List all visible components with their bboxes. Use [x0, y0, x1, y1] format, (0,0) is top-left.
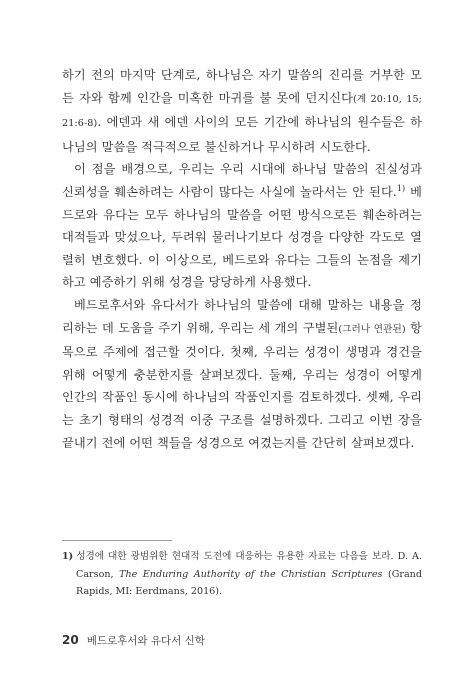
parenthetical-aside: (그러나 연관된)	[338, 323, 406, 335]
paragraph-2-text: 이 점을 배경으로, 우리는 우리 시대에 하나님 말씀의 진실성과 신뢰성을 훼손하려는 사람이 많다는 사실에 놀라서는 안 된다.	[62, 162, 422, 199]
paragraph-1-tail: . 에덴과 새 에덴 사이의 모든 기간에 하나님의 원수들은 하나님의 말씀을 적극적으로 불신하거나 무시하려 시도한다.	[62, 115, 422, 154]
paragraph-3	[62, 294, 422, 454]
running-title: 베드로후서와 유다서 신학	[86, 635, 205, 647]
paragraph-3-tail: 항목으로 주제에 접근할 것이다. 첫째, 우리는 성경이 생명과 경건을 위해 어떻게 충분한지를 살펴보겠다. 둘째, 우리는 성경이 어떻게 인간의 작품인 동시에 하나님의 작품인지를 검토하겠다. 셋째, 우리는 초기 형태의 성경적 이중 구조를 설명하겠다. 그리고 이번 장을 끝내기 전에 어떤 책들을 성경으로 여겼는지를 간단히 살펴보겠다.	[62, 320, 422, 450]
page-number: 20	[62, 633, 79, 647]
footnote-text	[62, 548, 422, 601]
paragraph-1-text: 하기 전의 마지막 단계로, 하나님은 자기 말씀의 진리를 거부한 모든 자와 함께 인간을 미혹한 마귀를 불 못에 던지신다	[62, 68, 422, 105]
page-footer	[62, 633, 205, 648]
scripture-reference: (계 20:10, 15; 21:6-8)	[62, 93, 422, 130]
footnote-reference[interactable]: 1)	[396, 183, 406, 193]
paragraph-1	[62, 64, 422, 158]
footnote-publication: (Grand Rapids, MI: Eerdmans, 2016).	[76, 568, 423, 597]
paragraph-3-text: 베드로후서와 유다서가 하나님의 말씀에 대해 말하는 내용을 정리하는 데 도움을 주기 위해, 우리는 세 개의 구별된	[62, 297, 422, 335]
paragraph-2	[62, 158, 422, 294]
footnote-book-title: The Enduring Authority of the Christian Scriptures	[119, 568, 383, 580]
footnote-divider	[62, 540, 172, 541]
footnote-mark: 1)	[62, 551, 74, 562]
paragraph-2-tail: 베드로와 유다는 모두 하나님의 말씀을 어떤 방식으로든 훼손하려는 대적들과 맞섰으나, 두려워 물러나기보다 성경을 다양한 각도로 열렬히 변호했다. 이 이상으로, 베드로와 유다는 그들의 논점을 제기하고 예증하기 위해 성경을 당당하게 사용했다.	[62, 184, 422, 290]
footnote-body: 성경에 대한 광범위한 현대적 도전에 대응하는 유용한 자료는 다음을 보라. D. A. Carson,	[76, 551, 422, 580]
body-text	[62, 64, 422, 454]
footnote	[62, 548, 422, 601]
